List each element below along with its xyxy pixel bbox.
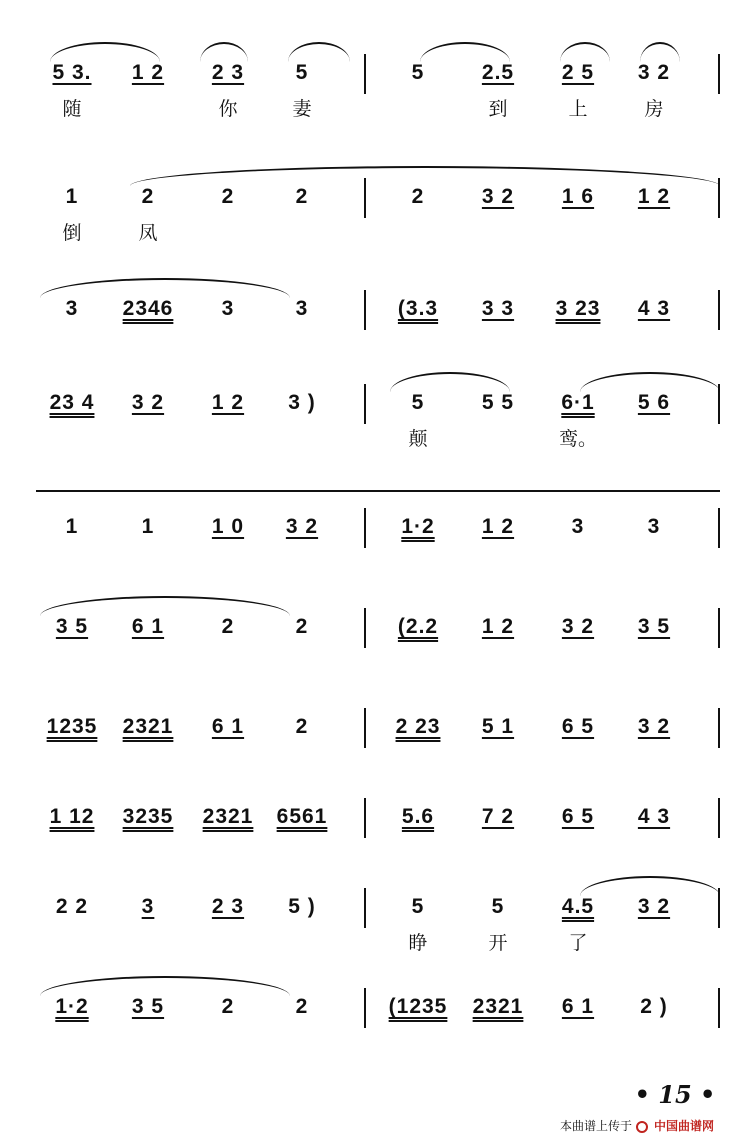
page-number: • 15 • <box>634 1080 716 1109</box>
score-system-1 <box>0 46 750 138</box>
lyric-syllable: 倒 <box>62 222 82 244</box>
note-group: 1 <box>141 515 155 538</box>
lyric-syllable: 开 <box>488 932 508 954</box>
note-group: 5 <box>411 391 425 414</box>
note-group: 1 2 <box>211 391 245 414</box>
slur-arc <box>580 372 720 392</box>
lyric-syllable: 了 <box>568 932 588 954</box>
note-group: 3 2 <box>561 615 595 638</box>
note-group: 1 2 <box>481 615 515 638</box>
note-group: 5 ) <box>288 895 316 918</box>
note-group: 1 2 <box>637 185 671 208</box>
score-system-6 <box>0 600 750 692</box>
note-group: (2.2 <box>397 615 439 638</box>
note-group: 3 2 <box>637 895 671 918</box>
score-system-4 <box>0 376 750 468</box>
lyric-syllable: 房 <box>644 98 664 120</box>
barline <box>718 290 720 330</box>
note-group: 1 <box>65 515 79 538</box>
footer-credit <box>560 1118 714 1134</box>
note-group: 1 <box>65 185 79 208</box>
note-group: 2 <box>221 615 235 638</box>
note-group: 2 <box>141 185 155 208</box>
lyric-syllable: 妻 <box>292 98 312 120</box>
note-group: 2321 <box>202 805 254 828</box>
note-group: 5 3. <box>52 61 92 84</box>
barline <box>718 708 720 748</box>
slur-arc <box>40 976 290 996</box>
slur-arc <box>288 42 350 62</box>
barline <box>718 508 720 548</box>
note-group: 2 <box>221 185 235 208</box>
note-group: 3 2 <box>637 61 671 84</box>
site-logo-icon <box>636 1121 648 1133</box>
note-group: 3 <box>647 515 661 538</box>
barline <box>364 608 366 648</box>
note-group: 3 <box>65 297 79 320</box>
note-group: 1 2 <box>481 515 515 538</box>
note-group: 3 2 <box>131 391 165 414</box>
note-group: 2 3 <box>211 61 245 84</box>
note-group: 3 5 <box>637 615 671 638</box>
note-group: 3 3 <box>481 297 515 320</box>
note-group: 5 6 <box>637 391 671 414</box>
note-group: (1235 <box>388 995 448 1018</box>
note-group: 2 ) <box>640 995 668 1018</box>
note-group: 3 <box>571 515 585 538</box>
score-system-7 <box>0 700 750 792</box>
slur-arc <box>50 42 160 62</box>
footer-brand: 中国曲谱网 <box>654 1119 715 1133</box>
note-group: 2 <box>295 995 309 1018</box>
barline <box>718 988 720 1028</box>
note-group: 2.5 <box>481 61 515 84</box>
note-group: 1·2 <box>401 515 435 538</box>
note-group: 5 <box>491 895 505 918</box>
note-group: 3 <box>141 895 155 918</box>
note-group: 3235 <box>122 805 174 828</box>
note-group: 3 5 <box>55 615 89 638</box>
lyric-syllable: 到 <box>488 98 508 120</box>
barline <box>364 888 366 928</box>
footer-prefix: 本曲谱上传于 <box>560 1119 633 1133</box>
note-group: 2321 <box>472 995 524 1018</box>
slur-arc <box>130 166 720 186</box>
note-group: 2 3 <box>211 895 245 918</box>
barline <box>364 988 366 1028</box>
score-system-5 <box>0 500 750 592</box>
note-group: (3.3 <box>397 297 439 320</box>
note-group: 6 5 <box>561 805 595 828</box>
note-group: 23 4 <box>49 391 95 414</box>
lyric-syllable: 鸾。 <box>558 428 597 450</box>
note-group: 2 <box>411 185 425 208</box>
note-group: 2 23 <box>395 715 441 738</box>
score-system-2 <box>0 170 750 262</box>
note-group: 7 2 <box>481 805 515 828</box>
slur-arc <box>40 596 290 616</box>
barline <box>364 384 366 424</box>
note-group: 6 1 <box>561 995 595 1018</box>
lyric-syllable: 上 <box>568 98 588 120</box>
barline <box>718 54 720 94</box>
note-group: 4 3 <box>637 297 671 320</box>
note-group: 1 0 <box>211 515 245 538</box>
barline <box>718 608 720 648</box>
score-system-8 <box>0 790 750 882</box>
slur-arc <box>200 42 248 62</box>
note-group: 5 <box>411 895 425 918</box>
note-group: 1 6 <box>561 185 595 208</box>
note-group: 6561 <box>276 805 328 828</box>
note-group: 3 2 <box>481 185 515 208</box>
note-group: 4.5 <box>561 895 595 918</box>
note-group: 6 1 <box>131 615 165 638</box>
note-group: 3 <box>295 297 309 320</box>
note-group: 2 <box>221 995 235 1018</box>
score-system-10 <box>0 980 750 1072</box>
section-divider <box>36 490 720 492</box>
barline <box>718 798 720 838</box>
note-group: 5 <box>295 61 309 84</box>
lyric-syllable: 你 <box>218 98 238 120</box>
note-group: 2 <box>295 615 309 638</box>
note-group: 3 23 <box>555 297 601 320</box>
note-group: 2 <box>295 715 309 738</box>
lyric-syllable: 颠 <box>408 428 428 450</box>
note-group: 4 3 <box>637 805 671 828</box>
slur-arc <box>390 372 510 392</box>
note-group: 3 2 <box>637 715 671 738</box>
note-group: 1 12 <box>49 805 95 828</box>
note-group: 6·1 <box>561 391 595 414</box>
slur-arc <box>560 42 610 62</box>
note-group: 6 1 <box>211 715 245 738</box>
note-group: 1·2 <box>55 995 89 1018</box>
barline <box>364 798 366 838</box>
note-group: 5 1 <box>481 715 515 738</box>
note-group: 5.6 <box>401 805 435 828</box>
note-group: 3 ) <box>288 391 316 414</box>
score-system-3 <box>0 282 750 374</box>
lyric-syllable: 凤 <box>138 222 158 244</box>
slur-arc <box>640 42 680 62</box>
lyric-syllable: 睁 <box>408 932 428 954</box>
note-group: 2 5 <box>561 61 595 84</box>
note-group: 2321 <box>122 715 174 738</box>
note-group: 2346 <box>122 297 174 320</box>
note-group: 5 5 <box>481 391 515 414</box>
note-group: 6 5 <box>561 715 595 738</box>
note-group: 3 <box>221 297 235 320</box>
note-group: 1235 <box>46 715 98 738</box>
barline <box>364 508 366 548</box>
slur-arc <box>420 42 510 62</box>
note-group: 1 2 <box>131 61 165 84</box>
slur-arc <box>40 278 290 298</box>
lyric-syllable: 随 <box>62 98 82 120</box>
score-system-9 <box>0 880 750 972</box>
note-group: 3 5 <box>131 995 165 1018</box>
note-group: 5 <box>411 61 425 84</box>
barline <box>364 708 366 748</box>
note-group: 2 <box>295 185 309 208</box>
note-group: 3 2 <box>285 515 319 538</box>
note-group: 2 2 <box>55 895 89 918</box>
barline <box>364 54 366 94</box>
barline <box>364 290 366 330</box>
